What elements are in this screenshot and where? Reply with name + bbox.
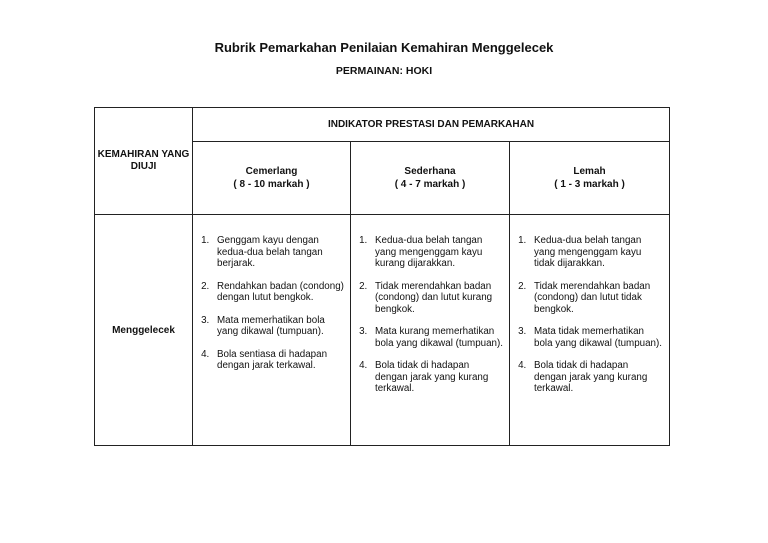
criteria-cell-sederhana [351, 215, 510, 446]
criteria-list [351, 235, 509, 395]
criteria-row [95, 215, 670, 446]
criteria-item: 1. Kedua-dua belah tangan yang mengenggam kayu kurang dijarakkan. [370, 235, 503, 270]
criteria-cell-cemerlang [193, 215, 351, 446]
criteria-item: 4. Bola tidak di hadapan dengan jarak yang kurang terkawal. [370, 360, 503, 395]
criteria-item: 3. Mata memerhatikan bola yang dikawal (tumpuan). [212, 315, 344, 338]
document-subtitle: PERMAINAN: HOKI [335, 65, 433, 77]
criteria-item: 2. Tidak merendahkan badan (condong) dan lutut tidak bengkok. [529, 281, 663, 316]
level-header-cemerlang [193, 142, 351, 215]
criteria-item: 4. Bola tidak di hadapan dengan jarak yang kurang terkawal. [529, 360, 663, 395]
level-header-sederhana [351, 142, 510, 215]
criteria-item: 1. Kedua-dua belah tangan yang mengenggam kayu tidak dijarakkan. [529, 235, 663, 270]
criteria-list [510, 235, 669, 395]
level-header-lemah [510, 142, 670, 215]
level-name: Sederhana [404, 166, 456, 177]
level-range: ( 8 - 10 markah ) [233, 179, 310, 190]
indicator-header: INDIKATOR PRESTASI DAN PEMARKAHAN [193, 108, 670, 142]
criteria-item: 1. Genggam kayu dengan kedua-dua belah tangan berjarak. [212, 235, 344, 270]
criteria-item: 2. Tidak merendahkan badan (condong) dan lutut kurang bengkok. [370, 281, 503, 316]
skill-name: Menggelecek [95, 215, 193, 446]
criteria-cell-lemah [510, 215, 670, 446]
level-name: Lemah [573, 166, 606, 177]
criteria-item: 2. Rendahkan badan (condong) dengan lutut bengkok. [212, 281, 344, 304]
skill-header: KEMAHIRAN YANG DIUJI [95, 108, 193, 215]
criteria-list [193, 235, 350, 372]
criteria-item: 4. Bola sentiasa di hadapan dengan jarak terkawal. [212, 349, 344, 372]
criteria-item: 3. Mata kurang memerhatikan bola yang dikawal (tumpuan). [370, 326, 503, 349]
criteria-item: 3. Mata tidak memerhatikan bola yang dikawal (tumpuan). [529, 326, 663, 349]
level-name: Cemerlang [245, 166, 298, 177]
rubric-table [94, 107, 670, 446]
indicator-header-row [95, 108, 670, 142]
document-title: Rubrik Pemarkahan Penilaian Kemahiran Menggelecek [214, 40, 554, 55]
level-range: ( 1 - 3 markah ) [554, 179, 625, 190]
level-range: ( 4 - 7 markah ) [394, 179, 466, 190]
